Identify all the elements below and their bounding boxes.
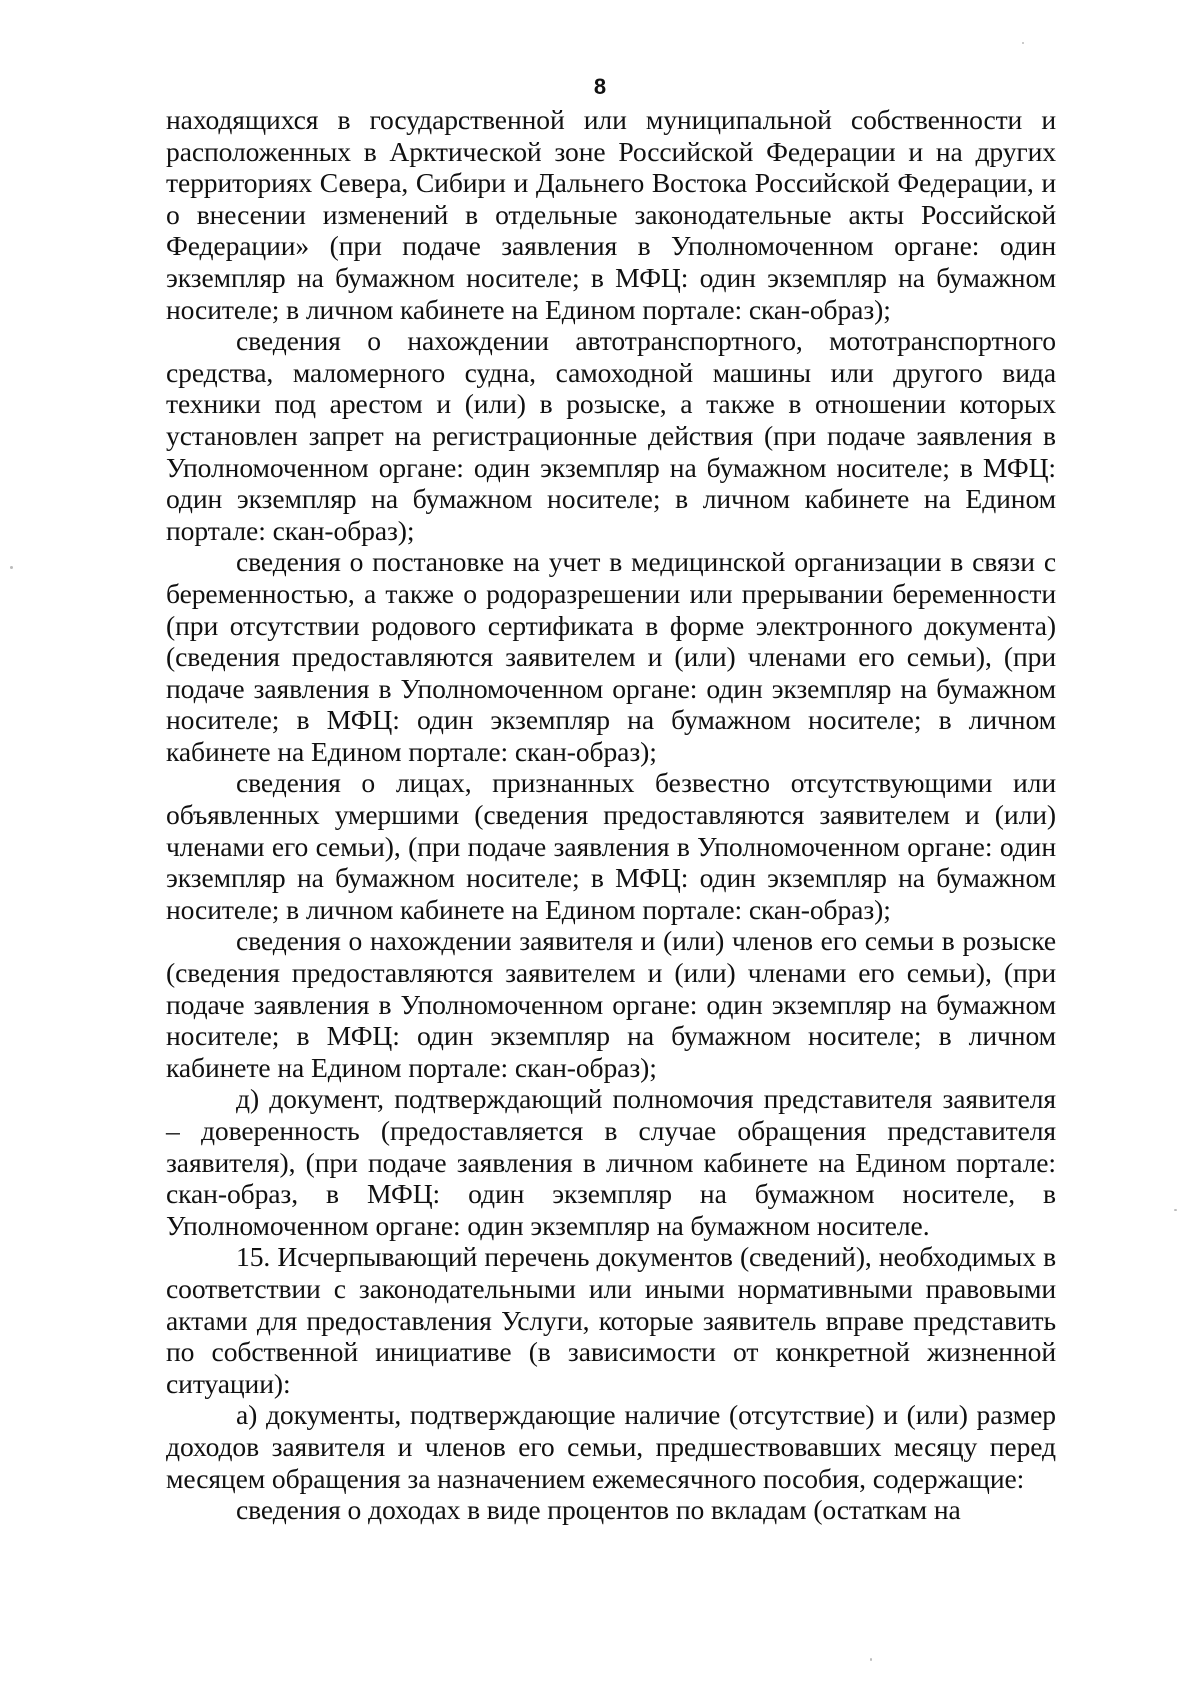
page-number: 8 [593, 74, 607, 99]
paragraph-interest-income: сведения о доходах в виде процентов по вкладам (остаткам на [236, 1494, 961, 1526]
paragraph-continuation: находящихся в государственной или муниципальной собственности и расположенных в Арктической зоне Российской Федерации и на других территориях Севера, Сибири и Дальнего Востока Российской Федерации, и о внесении изменений в отдельные законодательные акты Российской Федерации» (при подаче заявления в Уполномоченном органе: один экземпляр на бумажном носителе; в МФЦ: один экземпляр на бумажном носителе; в личном кабинете на Едином портале: скан-образ); [166, 104, 1056, 325]
paragraph-wanted-applicant: сведения о нахождении заявителя и (или) членов его семьи в розыске (сведения предоставляются заявителем и (или) членами его семьи), (при подаче заявления в Уполномоченном органе: один экземпляр на бумажном носителе; в МФЦ: один экземпляр на бумажном носителе; в личном кабинете на Едином портале: скан-образ); [166, 925, 1056, 1083]
scan-speck [870, 1658, 872, 1661]
paragraph-vehicle-arrest: сведения о нахождении автотранспортного, мототранспортного средства, маломерного судна, самоходной машины или другого вида техники под арестом и (или) в розыске, а также в отношении которых установлен запрет на регистрационные действия (при подаче заявления в Уполномоченном органе: один экземпляр на бумажном носителе; в МФЦ: один экземпляр на бумажном носителе; в личном кабинете на Едином портале: скан-образ); [166, 325, 1056, 546]
paragraph-power-of-attorney: д) документ, подтверждающий полномочия представителя заявителя – доверенность (предоставляется в случае обращения представителя заявителя), (при подаче заявления в личном кабинете на Едином портале: скан-образ, в МФЦ: один экземпляр на бумажном носителе, в Уполномоченном органе: один экземпляр на бумажном носителе. [166, 1083, 1056, 1241]
paragraph-pregnancy-registration: сведения о постановке на учет в медицинской организации в связи с беременностью, а также о родоразрешении или прерывании беременности (при отсутствии родового сертификата в форме электронного документа) (сведения предоставляются заявителем и (или) членами его семьи), (при подаче заявления в Уполномоченном органе: один экземпляр на бумажном носителе; в МФЦ: один экземпляр на бумажном носителе; в личном кабинете на Едином портале: скан-образ); [166, 546, 1056, 767]
scan-speck [1022, 42, 1024, 44]
paragraph-missing-persons: сведения о лицах, признанных безвестно отсутствующими или объявленных умершими (сведения предоставляются заявителем и (или) членами его семьи), (при подаче заявления в Уполномоченном органе: один экземпляр на бумажном носителе; в МФЦ: один экземпляр на бумажном носителе; в личном кабинете на Едином портале: скан-образ); [166, 767, 1056, 925]
scan-speck [1174, 1209, 1177, 1211]
document-body [166, 104, 1056, 1526]
scan-speck [10, 566, 13, 569]
paragraph-section-15: 15. Исчерпывающий перечень документов (сведений), необходимых в соответствии с законодательными или иными нормативными правовыми актами для предоставления Услуги, которые заявитель вправе представить по собственной инициативе (в зависимости от конкретной жизненной ситуации): [166, 1241, 1056, 1399]
paragraph-income-documents: а) документы, подтверждающие наличие (отсутствие) и (или) размер доходов заявителя и членов его семьи, предшествовавших месяцу перед месяцем обращения за назначением ежемесячного пособия, содержащие: [166, 1399, 1056, 1494]
